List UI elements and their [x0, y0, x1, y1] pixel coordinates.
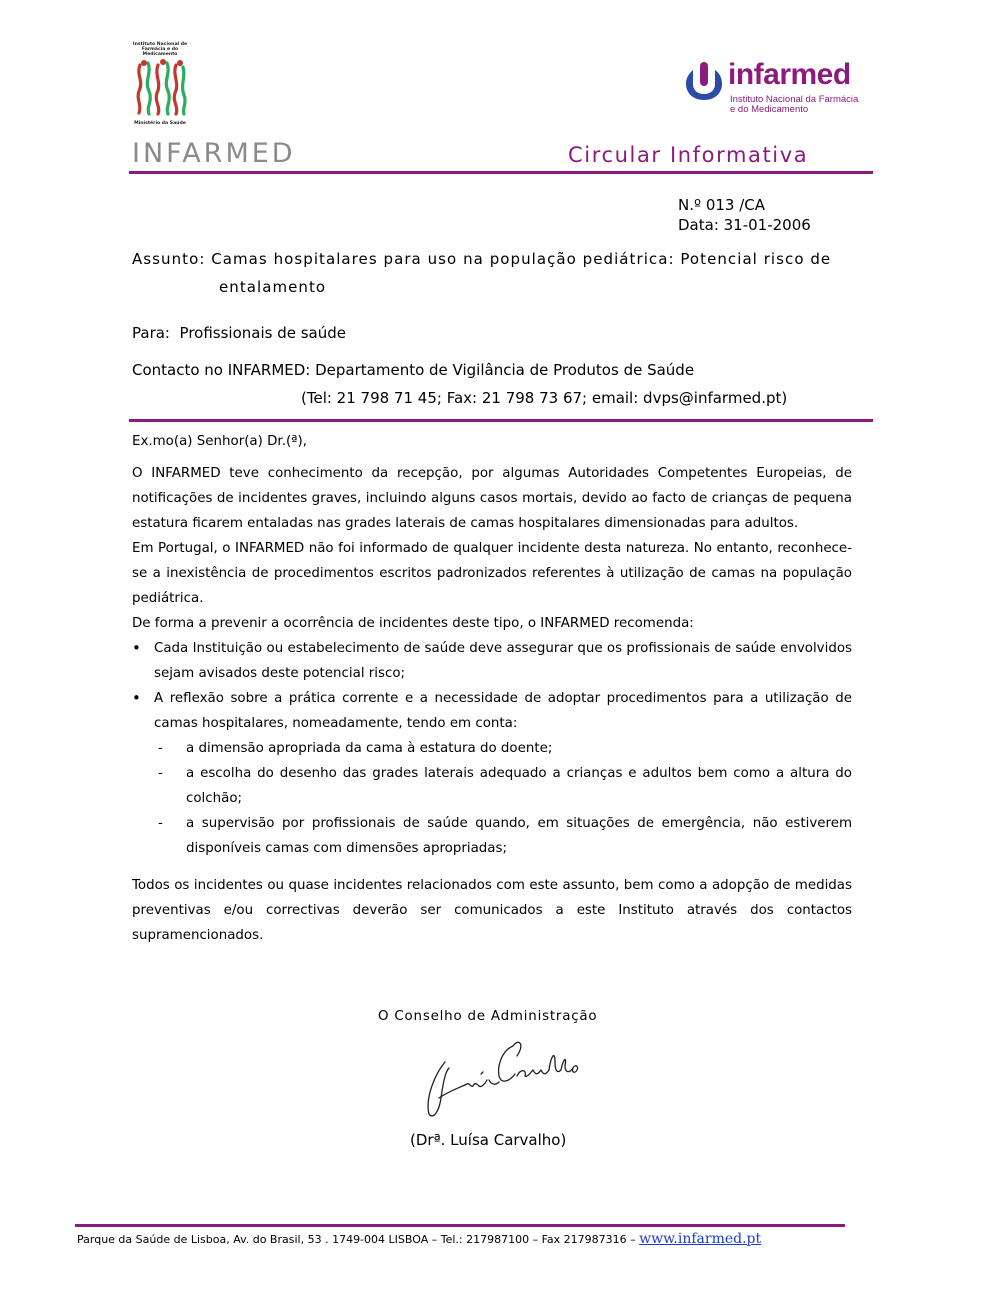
greeting: Ex.mo(a) Senhor(a) Dr.(ª), — [132, 434, 307, 449]
bullet-icon: • — [132, 639, 141, 657]
paragraph-2: Em Portugal, o INFARMED não foi informado de qualquer incidente desta natureza. No entanto, reconhece-se a inexistência de procedimentos escritos padronizados referentes à utilização de camas na população pediátrica. — [132, 541, 852, 606]
header-left-title: INFARMED — [132, 138, 296, 169]
dash-icon: - — [158, 816, 163, 831]
bullet-text-1: Cada Instituição ou estabelecimento de saúde deve assegurar que os profissionais de saúde envolvidos sejam avisados deste potencial risco; — [154, 641, 852, 681]
header-right-title: Circular Informativa — [568, 143, 809, 167]
circular-date: Data: 31-01-2006 — [678, 216, 811, 234]
header-divider — [129, 171, 873, 174]
logo-sub1: Instituto Nacional da Farmácia — [730, 94, 859, 105]
dash-text-1: a dimensão apropriada da cama à estatura do doente; — [186, 741, 553, 756]
board-signoff: O Conselho de Administração — [378, 1009, 598, 1024]
subject-text-2: entalamento — [219, 278, 327, 296]
dash-icon: - — [158, 741, 163, 756]
contact-line-1: Contacto no INFARMED: Departamento de Vigilância de Produtos de Saúde — [132, 361, 695, 379]
subject-text-1: Camas hospitalares para uso na população pediátrica: Potencial risco de — [211, 250, 832, 268]
handwritten-signature — [415, 1032, 585, 1124]
circular-number: N.º 013 /CA — [678, 196, 766, 214]
dash-item-1 — [132, 736, 852, 761]
footer — [77, 1231, 761, 1247]
signatory-name: (Drª. Luísa Carvalho) — [410, 1131, 567, 1149]
human-figures-icon — [130, 57, 190, 117]
logo-wordmark: infarmed — [728, 58, 851, 91]
bullet-item-1 — [132, 636, 852, 686]
dash-text-2: a escolha do desenho das grades laterais adequado a crianças e adultos bem como a altura do colchão; — [186, 766, 852, 806]
website-link[interactable]: www.infarmed.pt — [639, 1231, 762, 1247]
recipient-value: Profissionais de saúde — [179, 324, 346, 342]
footer-divider — [75, 1224, 845, 1227]
subject-label: Assunto: — [132, 250, 206, 268]
infarmed-brand-logo — [684, 58, 859, 120]
paragraph-3: De forma a prevenir a ocorrência de incidentes deste tipo, o INFARMED recomenda: — [132, 616, 694, 631]
infarmed-ministry-logo — [130, 42, 190, 124]
bullet-text-2: A reflexão sobre a prática corrente e a necessidade de adoptar procedimentos para a utilização de camas hospitalares, nomeadamente, tendo em conta: — [154, 691, 852, 731]
letter-body — [132, 461, 852, 948]
recipient-line — [132, 322, 346, 344]
dash-text-3: a supervisão por profissionais de saúde quando, em situações de emergência, não estiverem disponíveis camas com dimensões apropriadas; — [186, 816, 852, 856]
dash-item-2 — [132, 761, 852, 811]
dash-item-3 — [132, 811, 852, 861]
paragraph-4: Todos os incidentes ou quase incidentes relacionados com este assunto, bem como a adopção de medidas preventivas e/ou correctivas deverão ser comunicados a este Instituto através dos contactos supramencionados. — [132, 878, 852, 943]
bullet-item-2 — [132, 686, 852, 736]
logo-sub2: e do Medicamento — [730, 104, 809, 115]
dash-icon: - — [158, 766, 163, 781]
recipient-label: Para: — [132, 324, 170, 342]
infarmed-drop-icon — [684, 60, 724, 104]
bullet-icon: • — [132, 689, 141, 707]
footer-address: Parque da Saúde de Lisboa, Av. do Brasil, 53 . 1749-004 LISBOA – Tel.: 217987100 – Fax 217987316 – — [77, 1233, 636, 1246]
contact-line-2: (Tel: 21 798 71 45; Fax: 21 798 73 67; email: dvps@infarmed.pt) — [301, 389, 788, 407]
contact-divider — [129, 419, 873, 422]
paragraph-1: O INFARMED teve conhecimento da recepção, por algumas Autoridades Competentes Europeias, de notificações de incidentes graves, incluindo alguns casos mortais, devido ao facto de crianças de pequena estatura ficarem entaladas nas grades laterais de camas hospitalares dimensionadas para adultos. — [132, 466, 852, 531]
logo-caption-bottom: Ministério da Saúde — [134, 121, 186, 126]
subject-line — [132, 248, 870, 270]
logo-caption-top: Instituto Nacional de Farmácia e do Medicamento — [132, 42, 188, 57]
